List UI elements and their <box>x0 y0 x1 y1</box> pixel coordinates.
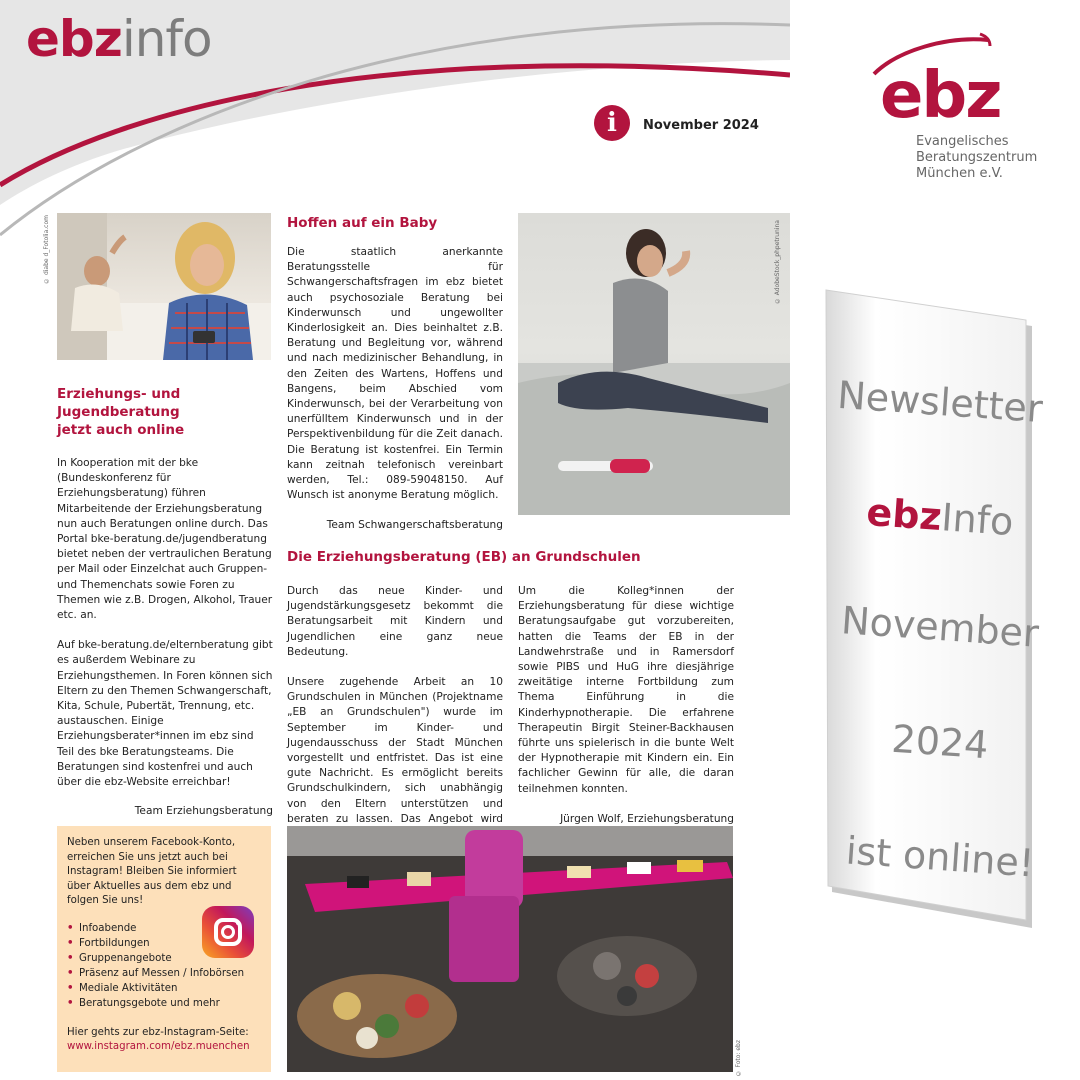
article-baby-signature: Team Schwangerschaftsberatung <box>326 519 503 532</box>
grundschule-photo <box>287 826 733 1072</box>
issue-date: November 2024 <box>643 118 759 133</box>
list-item: • Infoabende <box>67 921 261 936</box>
teen-photo <box>57 213 271 360</box>
title-brand-prefix: ebz <box>26 10 122 68</box>
logo-mark: ebz <box>880 59 1001 133</box>
banner-line: ist online! <box>844 828 1036 886</box>
banner-line: Newsletter <box>835 372 1044 432</box>
list-item: • Mediale Aktivitäten <box>67 981 261 996</box>
banner-line: November <box>839 598 1041 656</box>
logo-subtitle <box>916 134 1037 182</box>
list-item: • Präsenz auf Messen / Infobörsen <box>67 966 261 981</box>
instagram-footer: Hier gehts zur ebz-Instagram-Seite: <box>67 1026 249 1038</box>
logo-sub-line: München e.V. <box>916 166 1003 181</box>
teen-photo-illustration <box>57 213 271 360</box>
article-grund-col2 <box>518 584 734 825</box>
banner-ebz: ebz <box>865 489 944 540</box>
instagram-link[interactable]: www.instagram.com/ebz.muenchen <box>67 1041 250 1053</box>
heading-line: jetzt auch online <box>57 422 185 438</box>
article-baby-heading: Hoffen auf ein Baby <box>287 215 438 231</box>
grundschule-photo-credit: © Foto: ebz <box>735 1040 742 1077</box>
teen-photo-credit: © diabe d_Fotolia.com <box>43 215 50 284</box>
grundschule-photo-illustration <box>287 826 733 1072</box>
article-grund-paragraph: Unsere zugehende Arbeit an 10 Grundschulen in München (Projektname „EB an Grundschulen") wurde im September im Kinder- und Jugendausschuss der Stadt München vorgestellt und entfristet. Das ist eine gute Nachricht. Es ermöglicht bereits Grundschulkindern, sich unabhängig von den Eltern unterstützen und beraten zu lassen. Das Angebot wird <box>287 676 503 825</box>
article-online-signature: Team Erziehungsberatung <box>134 805 273 818</box>
article-online-paragraph: Auf bke-beratung.de/elternberatung gibt es außerdem Webinare zu Erziehungsthemen. In Foren können sich Eltern zu den Themen Schwangerschaft, Kita, Schule, Pubertät, Trennung, etc. austauschen. Einige Erziehungsberater*innen im ebz sind Teil des bke Beratungsteams. Die Beratungen sind kostenfrei und auch über die ebz-Website erreichbar! <box>57 639 273 789</box>
list-item: • Beratungsgebote und mehr <box>67 996 261 1011</box>
title-brand-suffix: info <box>121 10 212 68</box>
article-grund-col1 <box>287 584 503 842</box>
article-online-heading <box>57 385 273 439</box>
instagram-icon[interactable] <box>202 906 254 958</box>
list-item: • Fortbildungen <box>67 936 261 951</box>
article-baby-paragraph: Die staatlich anerkannte Beratungsstelle für Schwangerschaftsfragen im ebz bietet auch psychosoziale Beratung bei Kinderwunsch und ungewollter Kinderlosigkeit an. Dies beinhaltet z.B. Beratung und Begleitung vor, während und nach medizinischer Behandlung, in den Zeiten des Wartens, Hoffens und Bangens, beim Abschied vom Kinderwunsch, bei der Verarbeitung von unerfülltem Kinderwunsch und in der Perspektivenbildung für die Zeit danach. Die Beratung ist kostenfrei. Ein Termin kann zeitnah telefonisch vereinbart werden, Tel.: 089-59048150. Auf Wunsch ist anonyme Beratung möglich. <box>287 246 503 502</box>
logo-sub-line: Beratungszentrum <box>916 150 1038 165</box>
baby-photo <box>518 213 790 515</box>
article-baby <box>287 214 503 531</box>
logo-sub-line: Evangelisches <box>916 134 1009 149</box>
baby-photo-illustration <box>518 213 790 515</box>
banner-line: 2024 <box>890 716 990 768</box>
article-online-paragraph: In Kooperation mit der bke (Bundeskonferenz für Erziehungsberatung) führen Mitarbeitende der Erziehungsberatung nun auch Beratungen online durch. Das Portal bke-beratung.de/jugendberatung bietet neben der vertraulichen Beratung per Mail oder Einzelchat auch Gruppen- und Themenchats sowie Foren zu Themen wie z.B. Drogen, Alkohol, Trauer etc. an. <box>57 457 273 622</box>
instagram-intro: Neben unserem Facebook-Konto, erreichen Sie uns jetzt auch bei Instagram! Bleiben Sie informiert über Aktuelles aus dem ebz und folgen Sie uns! <box>67 837 237 907</box>
article-online <box>57 385 273 817</box>
newsletter-banner <box>820 285 1060 935</box>
list-item: • Gruppenangebote <box>67 951 261 966</box>
heading-line: Erziehungs- und Jugendberatung <box>57 386 181 420</box>
article-grund-heading: Die Erziehungsberatung (EB) an Grundschulen <box>287 549 641 565</box>
baby-photo-credit: © AdobeStock_phpetrunina <box>774 220 781 305</box>
article-grund-paragraph: Durch das neue Kinder- und Jugendstärkungsgesetz bekommt die Beratungsarbeit mit Kindern und Jugendlichen eine ganz neue Bedeutung. <box>287 585 503 658</box>
info-icon: i <box>594 105 630 141</box>
newsletter-title <box>26 10 212 68</box>
banner-line-ebzinfo <box>819 487 1061 548</box>
article-grund-signature: Jürgen Wolf, Erziehungsberatung <box>560 812 734 825</box>
article-grund-paragraph: Um die Kolleg*innen der Erziehungsberatung für diese wichtige Beratungsaufgabe gut vorzubereiten, hatten die Teams der EB in der Landwehrstraße und in Ramersdorf sowie PIBS und HuG ihre diesjährige zweitätige interne Fortbildung zum Thema Einführung in die Kinderhypnotherapie. Die erfahrene Therapeutin Birgit Steiner-Backhausen führte uns spielerisch in die bunte Welt der Hypnotherapie mit Kindern ein. Ein fachlicher Gewinn für alle, die daran teilnehmen konnten. <box>518 585 734 795</box>
banner-info: Info <box>940 495 1015 545</box>
